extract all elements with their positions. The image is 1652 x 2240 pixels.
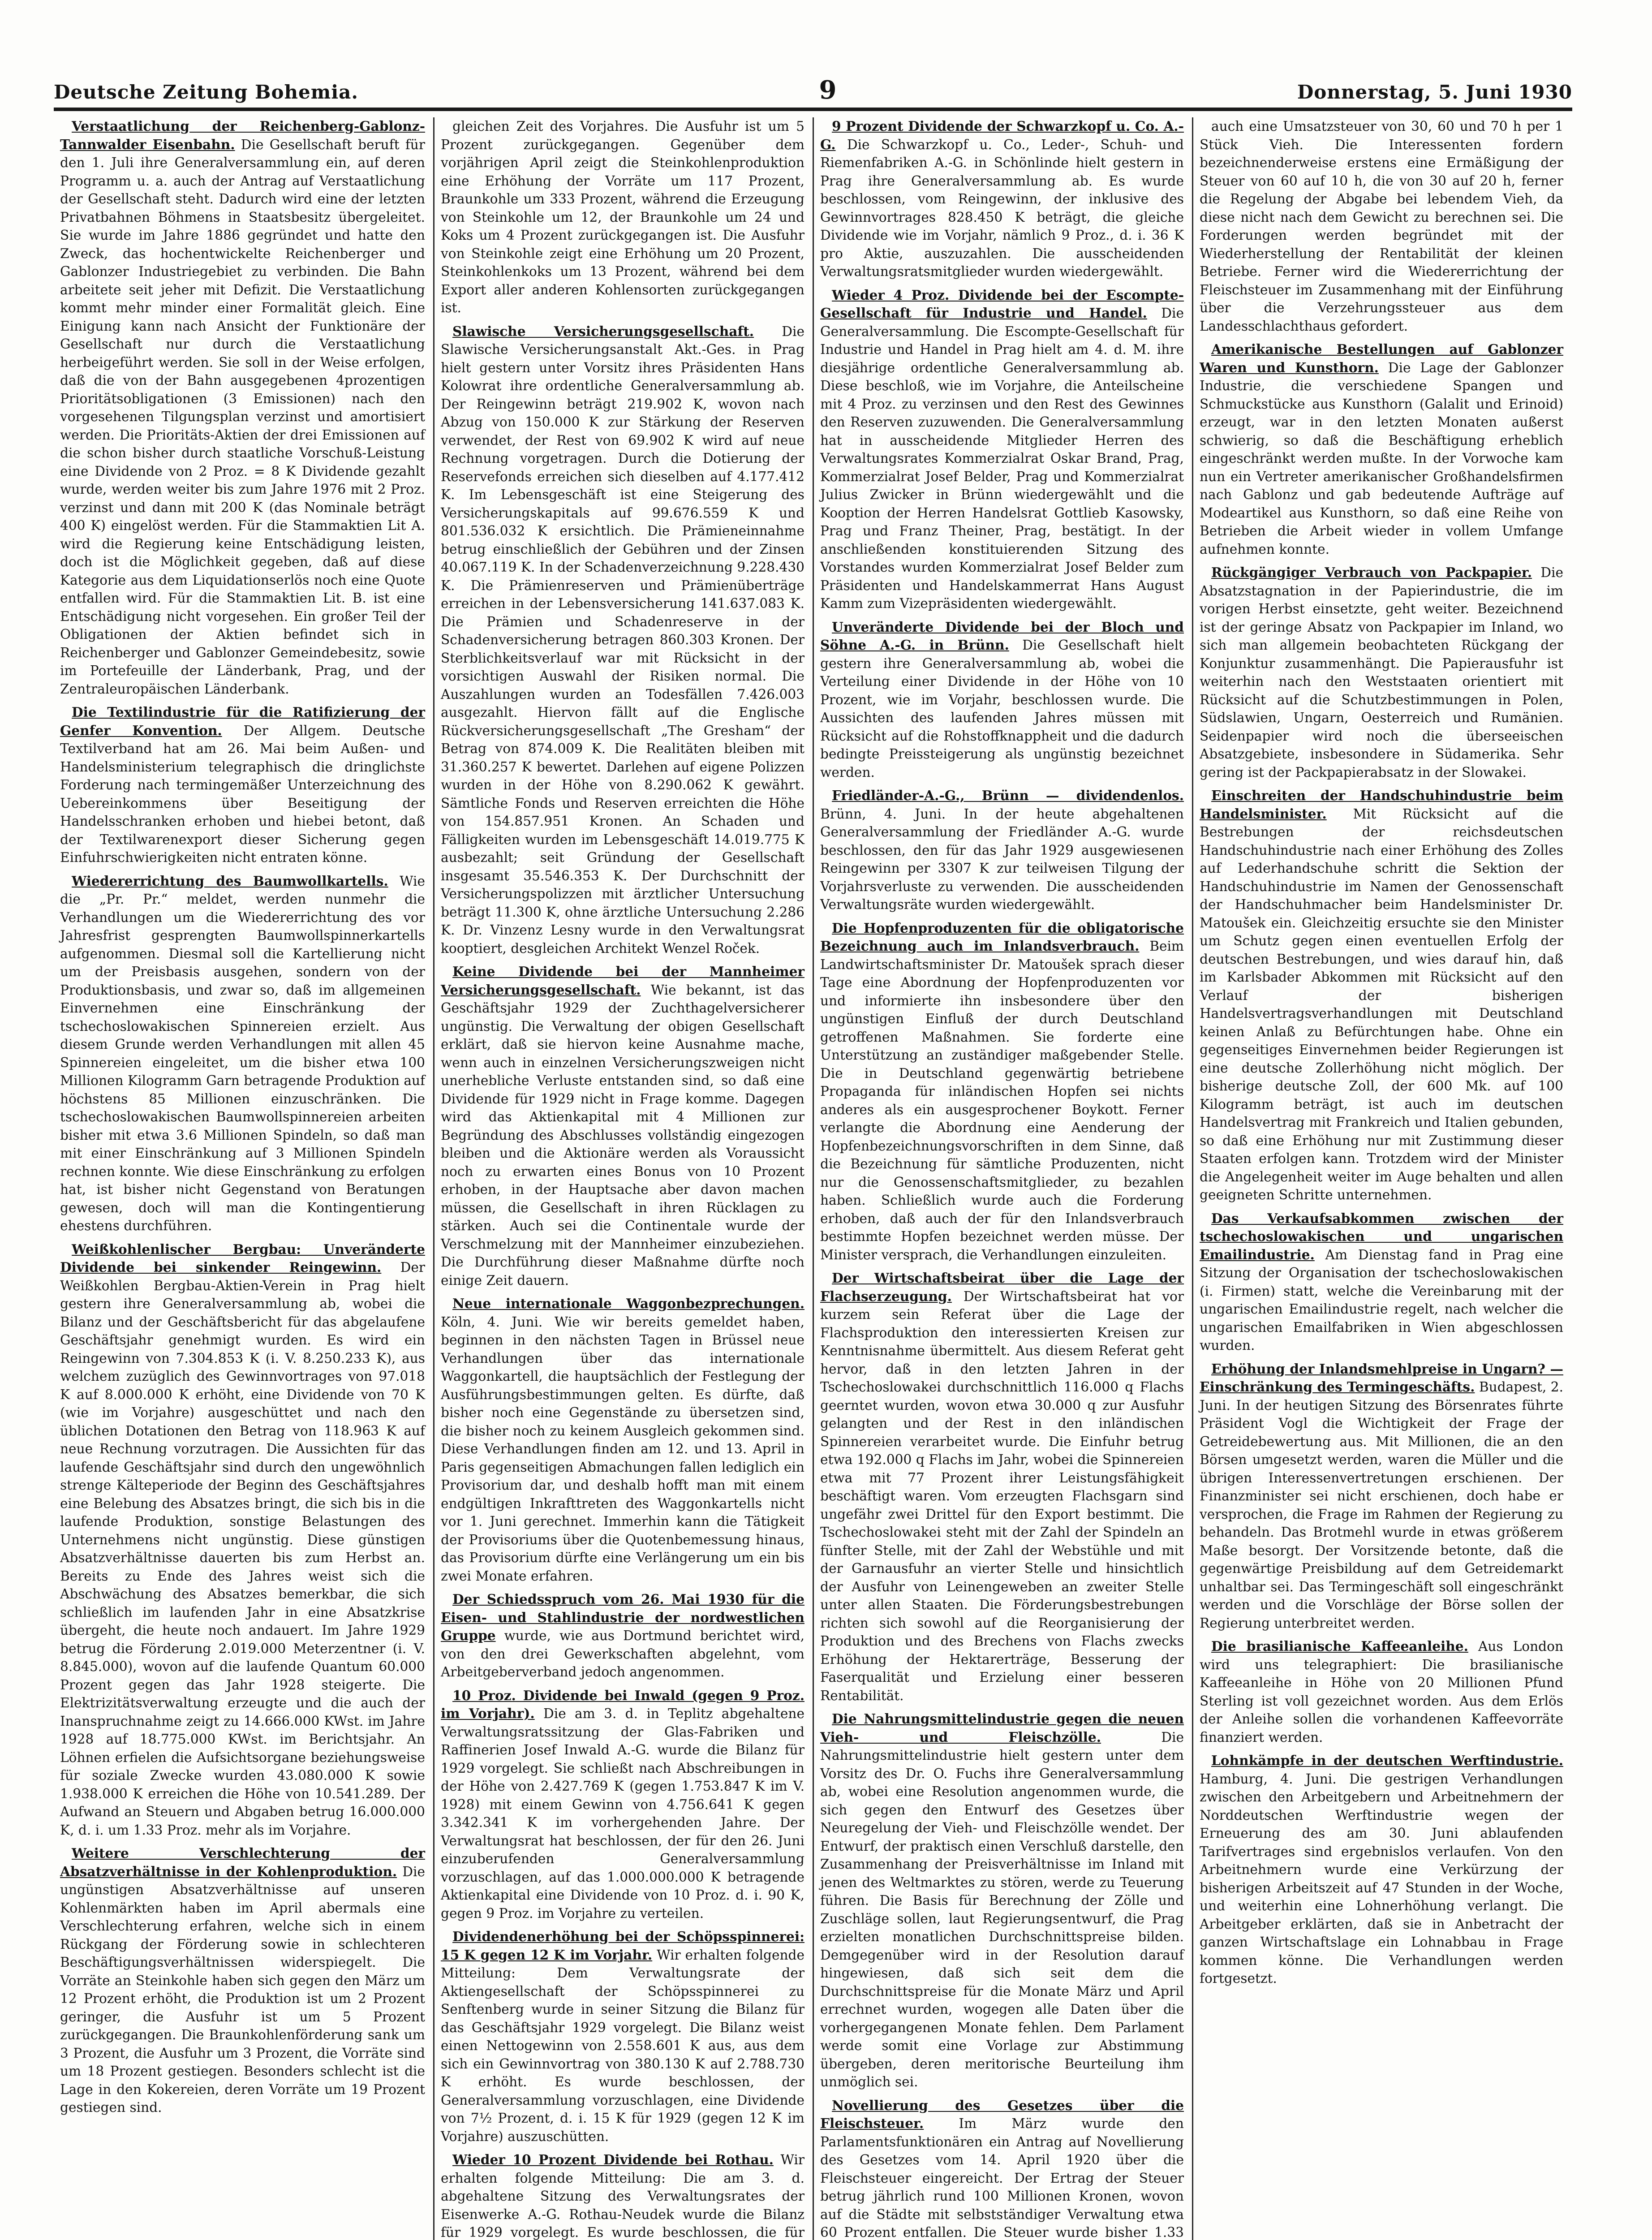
article-body: Die ungünstigen Absatzverhältnisse auf unseren Kohlenmärkten haben im April abermals eine Verschlechterung erfahren, welche sich in einem Rückgang der Förderung sowie in schlechteren Beschäftigungsverhältnissen widerspiegelt. Die Vorräte an Steinkohle haben sich gegen den März um 12 Prozent erhöht, die Produktion ist um 2 Prozent geringer, die Ausfuhr ist um 5 Prozent zurückgegangen. Die Braunkohlenförderung sank um 3 Prozent, die Ausfuhr um 3 Prozent, die Vorräte sind um 18 Prozent gestiegen. Besonders schlecht ist die Lage in den Kokereien, deren Vorräte um 19 Prozent gestiegen sind. — [60, 1864, 425, 2115]
article-text — [441, 323, 804, 958]
article-text — [441, 1295, 804, 1585]
article-headline: Erhöhung der Inlandsmehlpreise in Ungarn? — Einschränkung des Termingeschäfts. — [1200, 1361, 1563, 1395]
article-headline: Rückgängiger Verbrauch von Packpapier. — [1211, 564, 1532, 580]
article — [441, 117, 804, 317]
article-text — [1200, 564, 1563, 781]
article — [441, 1687, 804, 1923]
article-text — [60, 703, 425, 867]
article-headline: Der Wirtschaftsbeirat über die Lage der Flachserzeugung. — [820, 1270, 1184, 1304]
article — [1200, 340, 1563, 558]
article — [441, 1928, 804, 2145]
article-text — [1200, 787, 1563, 1204]
article-body: Der Allgem. Deutsche Textilverband hat am 26. Mai beim Außen- und Handelsministerium telegraphisch die dringlichste Forderung nach termingemäßer Unterzeichnung des Uebereinkommens über Beseitigung der Handelsschranken erhoben und hiebei betont, daß der Textilwarenexport dieser Sicherung gegen Einfuhrschwierigkeiten nicht entraten könne. — [60, 723, 425, 865]
article-headline: Die Nahrungsmittelindustrie gegen die neuen Vieh- und Fleischzölle. — [820, 1711, 1184, 1745]
article-headline: Friedländer-A.-G., Brünn — dividendenlos. — [832, 788, 1184, 803]
article-headline: Keine Dividende bei der Mannheimer Versicherungsgesellschaft. — [441, 964, 804, 998]
article-headline: Das Verkaufsabkommen zwischen der tschechoslowakischen und ungarischen Emailindustrie. — [1200, 1210, 1563, 1262]
article — [820, 2097, 1184, 2240]
article-body: Beim Landwirtschaftsminister Dr. Matoušek sprach dieser Tage eine Abordnung der Hopfenproduzenten vor und informierte ihn insbesondere über den ungünstigen Einfluß der durch Deutschland getroffenen Maßnahmen. Sie forderte eine Unterstützung an zuständiger maßgebender Stelle. Die in Deutschland gegenwärtig betriebene Propaganda für inländischen Hopfen sei nichts anderes als ein ausgesprochener Boykott. Ferner verlangte die Abordnung eine Aenderung der Hopfenbezeichnungsvorschriften in dem Sinne, daß die Bezeichnung für sämtliche Produzenten, nicht nur die Genossenschaftsmitglieder, zu bezahlen haben. Schließlich wurde auch die Forderung erhoben, daß auch der für den Inlandsverbrauch bestimmte Hopfen bezeichnet werden müsse. Der Minister versprach, die Verhandlungen einzuleiten. — [820, 939, 1184, 1262]
article-headline: Die Hopfenproduzenten für die obligatorische Bezeichnung auch im Inlandsverbrauch. — [820, 920, 1184, 954]
article-body: Wie die „Pr. Pr.“ meldet, werden nunmehr die Verhandlungen um die Wiedererrichtung des vor Jahresfrist gesprengten Baumwollspinnerkartells aufgenommen. Diesmal soll die Kartellierung nicht um der Preisbasis ausgehen, sondern von der Produktionsbasis, und zwar so, daß im allgemeinen Einvernehmen eine Einschränkung der tschechoslowakischen Spinnereien erzielt. Aus diesem Grunde werden Verhandlungen mit allen 45 Spinnereien eingeleitet, um die bisher etwa 100 Millionen Kilogramm Garn betragende Produktion auf höchstens 85 Millionen einzuschränken. Die tschechoslowakischen Baumwollspinnereien arbeiten bisher mit etwa 3.6 Millionen Spindeln, so daß man mit einer Einschränkung auf 3 Millionen Spindeln rechnen konnte. Wie diese Einschränkung zu erfolgen hat, ist bisher nicht Gegenstand von Beratungen gewesen, doch will man die Kontingentierung ehestens durchführen. — [60, 873, 425, 1233]
article-body: Hamburg, 4. Juni. Die gestrigen Verhandlungen zwischen den Arbeitgebern und Arbeitnehmern der Norddeutschen Werftindustrie wegen der Erneuerung des am 30. Juni ablaufenden Tarifvertrages sind ergebnislos verlaufen. Von den Arbeitnehmern wurde eine Verkürzung der bisherigen Arbeitszeit auf 47 Stunden in der Woche, und weiterhin eine Lohnerhöhung verlangt. Die Arbeitgeber erklärten, daß sie in Anbetracht der ganzen Wirtschaftslage ein Lohnabbau in Frage kommen könne. Die Verhandlungen werden fortgesetzt. — [1200, 1771, 1563, 1986]
article — [60, 872, 425, 1235]
article — [1200, 1752, 1563, 1988]
article-headline: Unveränderte Dividende bei der Bloch und Söhne A.-G. in Brünn. — [820, 619, 1184, 653]
article-body: Die Lage der Gablonzer Industrie, die verschiedene Spangen und Schmuckstücke aus Kunsthorn (Galalit und Erinoid) erzeugt, war in den letzten Monaten außerst schwierig, so daß die Beschäftigung erheblich eingeschränkt werden mußte. In der Vorwoche kam nun ein Vertreter amerikanischer Großhandelsfirmen nach Gablonz und gab bedeutende Aufträge auf Modeartikel aus Kunsthorn, so daß eine Reihe von Betrieben die Arbeit wieder in vollem Umfange aufnehmen konnte. — [1200, 360, 1563, 557]
article — [820, 1710, 1184, 2091]
article-body: Die Absatzstagnation in der Papierindustrie, die im vorigen Herbst einsetzte, geht weiter. Bezeichnend ist der geringe Absatz von Packpapier im Inland, wo sich man allgemein beobachteten Rückgang der Konjunktur zusammenhängt. Die Papierausfuhr ist weiterhin nach den Weststaaten orientiert mit Rücksicht auf die Schutzbestimmungen in Polen, Südslawien, Ungarn, Oesterreich und Rumänien. Seidenpapier wird noch die überseeischen Absatzgebiete, insbesondere in Südamerika. Sehr gering ist der Packpapierabsatz in der Slowakei. — [1200, 565, 1563, 780]
article-body: Köln, 4. Juni. Wie wir bereits gemeldet haben, beginnen in den nächsten Tagen in Brüssel neue Verhandlungen über das internationale Waggonkartell, die hauptsächlich der Festlegung der Ausführungsbestimmungen gelten. Es dürfte, daß bisher noch eine Gegenstände zu übersetzen sind, die bisher noch zu keinem Ausgleich gekommen sind. Diese Verhandlungen finden am 12. und 13. April in Paris gegenseitigen Abmachungen fallen lediglich ein Provisorium dar, und deshalb hofft man mit einem endgültigen Inkrafttreten des Waggonkartells nicht vor 1. Juni gerechnet. Immerhin kann die Tätigkeit der Provisoriums über die Quotenbemessung hinaus, das Provisorium dürfte eine Verlängerung um ein bis zwei Monate erfahren. — [441, 1314, 804, 1584]
article — [441, 1590, 804, 1681]
article — [1200, 1637, 1563, 1746]
article-text — [60, 117, 425, 698]
article — [60, 1241, 425, 1839]
article-headline: Die brasilianische Kaffeeanleihe. — [1211, 1638, 1468, 1654]
article-headline: Der Schiedsspruch vom 26. Mai 1930 für die Eisen- und Stahlindustrie der nordwestlichen Gruppe — [441, 1591, 804, 1643]
article — [820, 286, 1184, 613]
issue-date: Donnerstag, 5. Juni 1930 — [1297, 81, 1572, 103]
article-text — [441, 1687, 804, 1923]
article-headline: Einschreiten der Handschuhindustrie beim Handelsminister. — [1200, 788, 1563, 822]
article-body: Wir erhalten folgende Mitteilung: Dem Verwaltungsrate der Aktiengesellschaft der Schöpsspinnerei zu Senftenberg wurde in seiner Sitzung die Bilanz für das Geschäftsjahr 1929 vorgelegt. Die Bilanz weist einen Nettogewinn von 2.558.601 K aus, aus dem sich ein Gewinnvortrag von 380.130 K auf 2.788.730 K erhöht. Es wurde beschlossen, der Generalversammlung vorzuschlagen, eine Dividende von 7½ Prozent, d. i. 15 K für 1929 (gegen 12 K im Vorjahre) auszuschütten. — [441, 1947, 804, 2144]
article-body: Die am 3. d. in Teplitz abgehaltene Verwaltungsratssitzung der Glas-Fabriken und Raffinerien Josef Inwald A.-G. wurde die Bilanz für 1929 vorgelegt. Sie schließt nach Abschreibungen in der Höhe von 2.427.769 K (gegen 1.753.847 K im V. 1928) mit einem Gewinn von 4.756.641 K gegen 3.342.341 K im vorhergehenden Jahre. Der Verwaltungsrat hat beschlossen, der für den 26. Juni einzuberufenden Generalversammlung vorzuschlagen, auf das 1.000.000.000 K betragende Aktienkapital eine Dividende von 10 Proz. d. i. 90 K, gegen 9 Proz. im Vorjahre zu verteilen. — [441, 1706, 804, 1921]
text-columns — [54, 117, 1572, 2240]
article-headline: Weitere Verschlechterung der Absatzverhältnisse in der Kohlenproduktion. — [60, 1845, 425, 1879]
article — [441, 1295, 804, 1585]
article — [820, 919, 1184, 1264]
article-body: Im März wurde den Parlamentsfunktionären ein Antrag auf Novellierung des Gesetzes vom 14. April 1920 über die Fleischsteuer eingereicht. Der Ertrag der Steuer betrug jährlich rund 100 Millionen Kronen, wovon auf die Städte mit selbstständiger Verwaltung etwa 60 Prozent entfallen. Die Steuer wurde bisher 1.33 — [820, 2116, 1184, 2240]
article — [820, 1269, 1184, 1705]
article-body: Brünn, 4. Juni. In der heute abgehaltenen Generalversammlung der Friedländer A.-G. wurde beschlossen, den für das Jahr 1929 ausgewiesenen Reingewinn per 3307 K zur teilweisen Tilgung der Vorjahrsverluste zu verwenden. Die ausscheidenden Verwaltungsräte wurden wiedergewählt. — [820, 806, 1184, 912]
article — [1200, 1210, 1563, 1355]
article-body: Mit Rücksicht auf die Bestrebungen der reichsdeutschen Handschuhindustrie nach einer Erhöhung des Zolles auf Lederhandschuhe schritt die Sektion der Handschuhindustrie im Namen der Genossenschaft der Handschuhmacher beim Handelsminister Dr. Matoušek ein. Gleichzeitig ersuchte sie den Minister um Schutz gegen einen eventuellen Erfolg der deutschen Bestrebungen, und wies darauf hin, daß im Karlsbader Abkommen mit Rücksicht auf den Verlauf der bisherigen Handelsvertragsverhandlungen mit Deutschland keinen Anlaß zu Befürchtungen habe. Ohne ein gegenseitiges Einvernehmen beider Regierungen ist eine deutsche Zollerhöhung nicht möglich. Der bisherige deutsche Zoll, der 600 Mk. auf 100 Kilogramm beträgt, ist auch im deutschen Handelsvertrag mit Frankreich und Italien gebunden, so daß eine Erhöhung nur mit Zustimmung dieser Staaten erfolgen kann. Trotzdem wird der Minister die Angelegenheit weiter im Auge behalten und allen geeigneten Schritte unternehmen. — [1200, 806, 1563, 1202]
article — [441, 323, 804, 958]
article-headline: Verstaatlichung der Reichenberg-Gablonz-Tannwalder Eisenbahn. — [60, 118, 425, 152]
masthead — [54, 67, 1572, 111]
article-text — [60, 872, 425, 1235]
article-text — [441, 963, 804, 1289]
article-body: Die Generalversammlung. Die Escompte-Gesellschaft für Industrie und Handel in Prag hielt am 4. d. M. ihre diesjährige ordentliche Generalversammlung ab. Diese beschloß, wie im Vorjahre, die Anteilscheine mit 4 Proz. zu verzinsen und den Rest des Gewinnes den Reserven zuzuwenden. Die Generalversammlung hat in ausscheidende Mitglieder Herren des Verwaltungsrates Kommerzialrat Oskar Brand, Prag, Kommerzialrat Josef Belder, Prag und Kommerzialrat Julius Zwicker in Brünn wiedergewählt und die Kooption der Herren Handelsrat Gottlieb Kasowsky, Prag und Franz Theiner, Prag, bestätigt. In der anschließenden konstituierenden Sitzung des Vorstandes wurden Kommerzialrat Josef Belder zum Präsidenten und Handelskammerrat Hans August Kamm zum Vizepräsidenten wiedergewählt. — [820, 306, 1184, 611]
page-number: 9 — [819, 75, 837, 105]
article-text — [60, 1241, 425, 1839]
article-body: Wir erhalten folgende Mitteilung: Die am 3. d. abgehaltene Sitzung des Verwaltungsrates der Eisenwerke A.-G. Rothau-Neudek wurde die Bilanz für 1929 vorgelegt. Es wurde beschlossen, die für — [441, 2152, 804, 2240]
article-body: Die Slawische Versicherungsanstalt Akt.-Ges. in Prag hielt gestern unter Vorsitz ihres Präsidenten Hans Kolowrat ihre ordentliche Generalversammlung ab. Der Reingewinn beträgt 219.902 K, wovon nach Abzug von 150.000 K zur Stärkung der Reserven verwendet, der Rest von 69.902 K wird auf neue Rechnung vorgetragen. Durch die Dotierung der Reservefonds erreichen sich dieselben auf 4.177.412 K. Im Lebensgeschäft ist eine Steigerung des Versicherungskapitals auf 99.676.559 K und 801.536.032 K ersichtlich. Die Prämieneinnahme betrug einschließlich der Gebühren und der Zinsen 40.067.119 K. In der Schadenverzeichnung 9.228.430 K. Die Prämienreserven und Prämienüberträge erreichen in der Lebensversicherung 141.637.083 K. Die Prämien und Schadenreserve in der Schadenversicherung betragen 860.303 Kronen. Der Sterblichkeitsverlauf war mit Rücksicht in der vorsichtigen Auswahl der Risiken normal. Die Auszahlungen wurden an Todesfällen 7.426.003 ausgezahlt. Hiervon fällt auf die Englische Rückversicherungsgesellschaft „The Gresham“ der Betrag von 874.009 K. Die Realitäten bleiben mit 31.360.257 K bewertet. Darlehen auf eigene Polizzen wurden in der Höhe von 8.290.062 K gewährt. Sämtliche Fonds und Reserven erreichten die Höhe von 154.857.951 Kronen. An Schaden und Fälligkeiten wurden im Lebensgeschäft 14.019.775 K ausbezahlt; seit Gründung der Gesellschaft insgesamt 35.546.353 K. Der Durchschnitt der Versicherungspolizzen mit ärztlicher Untersuchung beträgt 11.300 K, ohne ärztliche Untersuchung 2.286 K. Dr. Vinzenz Lesny wurde in den Verwaltungsrat kooptiert, desgleichen Architekt Wenzel Roček. — [441, 323, 804, 956]
article-body: Die Schwarzkopf u. Co., Leder-, Schuh- und Riemenfabriken A.-G. in Schönlinde hielt gestern in Prag ihre Generalversammlung ab. Es wurde beschlossen, vom Reingewinn, der inklusive des Gewinnvortrages 828.450 K beträgt, die gleiche Dividende wie im Vorjahr, nämlich 9 Proz., d. i. 36 K pro Aktie, auszuzahlen. Die ausscheidenden Verwaltungsratsmitglieder wurden wiedergewählt. — [820, 137, 1184, 279]
article-body: Aus London wird uns telegraphiert: Die brasilianische Kaffeeanleihe in Höhe von 20 Millionen Pfund Sterling ist voll gezeichnet worden. Aus dem Erlös der Anleihe sollen die vorhandenen Kaffeevorräte finanziert werden. — [1200, 1639, 1563, 1745]
column-2 — [433, 117, 813, 2240]
column-4 — [1192, 117, 1571, 2240]
article-body: gleichen Zeit des Vorjahres. Die Ausfuhr ist um 5 Prozent zurückgegangen. Gegenüber dem vorjährigen April zeigt die Steinkohlenproduktion eine Erhöhung der Vorräte um 117 Prozent, Braunkohle um 333 Prozent, während die Erzeugung von Steinkohle um 12, der Braunkohle um 24 und Koks um 4 Prozent zurückgegangen ist. Die Ausfuhr von Steinkohle zeigt eine Erhöhung um 20 Prozent, Steinkohlenkoks um 13 Prozent, während bei dem Export aller anderen Kohlensorten zurückgegangen ist. — [441, 119, 804, 315]
article-text — [1200, 340, 1563, 558]
article-text — [820, 117, 1184, 281]
article-text — [1200, 1752, 1563, 1988]
article-body: Die Gesellschaft beruft für den 1. Juli ihre Generalversammlung ein, auf deren Programm u. a. auch der Antrag auf Verstaatlichung der Gesellschaft steht. Dadurch wird eine der letzten Privatbahnen Böhmens in Staatsbesitz übergeleitet. Sie wurde im Jahre 1886 gegründet und hatte den Zweck, das hochentwickelte Reichenberger und Gablonzer Industriegebiet zu verbinden. Die Bahn arbeitete seit jeher mit Defizit. Die Verstaatlichung kommt mehr minder einer Formalität gleich. Eine Einigung kann nach Ansicht der Funktionäre der Gesellschaft nur durch die Verstaatlichung herbeigeführt werden. Sie soll in der Weise erfolgen, daß die von der Bahn ausgegebenen 4prozentigen Prioritätsobligationen (3 Emissionen) nach den vorgesehenen Tilgungsplan verzinst und amortisiert werden. Die Prioritäts-Aktien der drei Emissionen auf die schon bisher durch staatliche Vorschuß-Leistung eine Dividende von 2 Proz. = 8 K Dividende gezahlt wurde, werden weiter bis zum Jahre 1976 mit 2 Proz. verzinst und dann mit 200 K (das Nominale beträgt 400 K) eingelöst werden. Für die Stammaktien Lit A. wird die Regierung keine Entschädigung leisten, doch ist die Möglichkeit gegeben, daß auf diese Kategorie aus dem Liquidationserlös noch eine Quote entfallen wird. Für die Stammaktien Lit. B. ist eine Entschädigung nicht vorgesehen. Ein großer Teil der Obligationen der Aktien befindet sich in Reichenberger und Gablonzer Gemeindebesitz, sowie im Portefeuille der Länderbank, Prag, und der Zentraleuropäischen Länderbank. — [60, 137, 425, 697]
article — [820, 117, 1184, 281]
article-text — [820, 286, 1184, 613]
article-text — [820, 1269, 1184, 1705]
article-headline: Lohnkämpfe in der deutschen Werftindustrie. — [1211, 1753, 1563, 1768]
article-body: Die Nahrungsmittelindustrie hielt gestern unter dem Vorsitz des Dr. O. Fuchs ihre Generalversammlung ab, wobei eine Resolution angenommen wurde, die sich gegen den Entwurf des Gesetzes über Neuregelung der Vieh- und Fleischzölle wendet. Der Entwurf, der praktisch einen Verschluß darstelle, den Zusammenhang der Preisverhältnisse im Inland mit jenen des Weltmarktes zu stören, werde zu Teuerung führen. Die Basis für Berechnung der Zölle und Zuschläge sollen, laut Regierungsentwurf, die Prag erzielten monatlichen Durchschnittspreise bilden. Demgegenüber wird in der Resolution darauf hingewiesen, daß sich seit dem die Durchschnittspreise für die Monate März und April errechnet wurden, wogegen alle Daten über die vorhergegangenen Monate fehlen. Dem Parlament werde somit eine Vorlage zur Abstimmung übergeben, deren meritorische Beurteilung ihm unmöglich sei. — [820, 1729, 1184, 2089]
article-headline: Novellierung des Gesetzes über die Fleischsteuer. — [820, 2097, 1184, 2131]
article — [441, 963, 804, 1289]
article-headline: Amerikanische Bestellungen auf Gablonzer Waren und Kunsthorn. — [1200, 341, 1563, 375]
article-headline: Wieder 10 Prozent Dividende bei Rothau. — [452, 2152, 774, 2167]
article-body: wurde, wie aus Dortmund berichtet wird, von den drei Gewerkschaften abgelehnt, vom Arbeitgeberverband jedoch angenommen. — [441, 1628, 804, 1680]
article-text — [60, 1844, 425, 2117]
article-text — [441, 117, 804, 317]
article-headline: Weißkohlenlischer Bergbau: Unveränderte Dividende bei sinkender Reingewinn. — [60, 1241, 425, 1275]
column-3 — [813, 117, 1192, 2240]
article-text — [820, 2097, 1184, 2240]
article-text — [1200, 117, 1563, 335]
article — [1200, 564, 1563, 781]
article-headline: Die Textilindustrie für die Ratifizierung der Genfer Konvention. — [60, 704, 425, 738]
article-text — [820, 787, 1184, 914]
column-1 — [54, 117, 433, 2240]
article-headline: Wiedererrichtung des Baumwollkartells. — [72, 873, 388, 889]
article — [60, 1844, 425, 2117]
article-text — [1200, 1637, 1563, 1746]
article-text — [441, 1928, 804, 2145]
article-text — [1200, 1210, 1563, 1355]
article — [1200, 787, 1563, 1204]
article — [60, 117, 425, 698]
article — [1200, 1360, 1563, 1633]
article-text — [441, 2151, 804, 2240]
article-body: Der Weißkohlen Bergbau-Aktien-Verein in Prag hielt gestern ihre Generalversammlung ab, wobei die Bilanz und der Geschäftsbericht für das abgelaufene Geschäftsjahr genehmigt wurden. Es wird ein Reingewinn von 7.304.853 K (i. V. 8.250.233 K), aus welchem zuzüglich des Gewinnvortrages von 97.018 K auf 8.000.000 K erhöht, eine Dividende von 70 K (wie im Vorjahre) ausgeschüttet und nach den üblichen Dotationen den Betrag von 118.963 K auf neue Rechnung vorzutragen. Die Aussichten für das laufende Geschäftsjahr sind durch den ungewöhnlich strenge Kälteperiode der Beginn des Geschäftsjahres eine Belebung des Absatzes bringt, die sich bis in die laufende Produktion, sonstige Belastungen des Unternehmens nicht ungünstig. Diese günstigen Absatzverhältnisse dauerten bis zum Herbst an. Bereits zu Ende des Jahres weist sich die Abschwächung des Absatzes bemerkbar, die sich schließlich im laufenden Jahr in eine Absatzkrise übergeht, die heute noch andauert. Im Jahre 1929 betrug die Förderung 2.019.000 Meterzentner (i. V. 8.845.000), wovon auf die laufende Quantum 60.000 Prozent gegen das Jahr 1928 steigerte. Die Elektrizitätsverwaltung erzeugte und die auch der Inanspruchnahme zeigt zu 14.666.000 KWst. im Jahre 1928 auf 18.775.000 KWst. im Berichtsjahr. An Löhnen erfielen die Aufsichtsorgane beziehungsweise für soziale Zwecke wurden 43.080.000 K sowie 1.938.000 K erreichen die Höhe von 10.541.289. Der Aufwand an Steuern und Abgaben betrug 16.000.000 K, d. i. um 1.33 Proz. mehr als im Vorjahre. — [60, 1260, 425, 1838]
article-body: Die Gesellschaft hielt gestern ihre Generalversammlung ab, wobei die Verteilung einer Dividende in der Höhe von 10 Prozent, wie im Vorjahr, beschlossen wurde. Die Aussichten des laufenden Jahres müssen mit Rücksicht auf die Rohstoffknappheit und die dadurch bedingte Preissteigerung als ungünstig bezeichnet werden. — [820, 638, 1184, 780]
article-text — [820, 618, 1184, 782]
article — [820, 787, 1184, 914]
article-body: auch eine Umsatzsteuer von 30, 60 und 70 h per 1 Stück Vieh. Die Interessenten fordern bezeichnenderweise erstens eine Ermäßigung der Steuer von 60 auf 10 h, die von 30 auf 20 h, ferner die Regelung der Abgabe bei lebendem Vieh, da diese nicht nach dem Gewicht zu berechnen sei. Die Forderungen werden begründet mit der Wiederherstellung der Rentabilität der kleinen Betriebe. Ferner wird die Wiedererrichtung der Fleischsteuer im Zusammenhang mit der Einführung über die Verzehrungssteuer aus dem Landesschlachthaus gefordert. — [1200, 119, 1563, 334]
article — [1200, 117, 1563, 335]
article — [60, 703, 425, 867]
article — [441, 2151, 804, 2240]
article-headline: Neue internationale Waggonbezprechungen. — [452, 1296, 804, 1311]
article-text — [820, 919, 1184, 1264]
article-body: Am Dienstag fand in Prag eine Sitzung der Organisation der tschechoslowakischen (i. Firmen) statt, welche die Vereinbarung mit der ungarischen Emailindustrie regelt, nach welcher die ungarischen Emailfabriken in Wien abgeschlossen wurden. — [1200, 1247, 1563, 1353]
article-headline: 9 Prozent Dividende der Schwarzkopf u. Co. A.-G. — [820, 118, 1184, 152]
article-headline: 10 Proz. Dividende bei Inwald (gegen 9 Proz. im Vorjahr). — [441, 1687, 804, 1721]
article-headline: Slawische Versicherungsgesellschaft. — [452, 323, 754, 339]
article-body: Der Wirtschaftsbeirat hat vor kurzem sein Referat über die Lage der Flachsproduktion den interessierten Kreisen zur Kenntnisnahme übermittelt. Aus diesem Referat geht hervor, daß in den letzten Jahren in der Tschechoslowakei durchschnittlich 116.000 q Flachs geerntet wurden, wovon etwa 30.000 q zur Ausfuhr gelangten und der Rest in den inländischen Spinnereien verarbeitet wurde. Die Einfuhr betrug etwa 192.000 q Flachs im Jahr, wobei die Spinnereien etwa mit 77 Prozent ihrer Leistungsfähigkeit beschäftigt waren. Vom erzeugten Flachsgarn sind ungefähr zwei Drittel für den Export bestimmt. Die Tschechoslowakei steht mit der Zahl der Spindeln an fünfter Stelle, mit der Zahl der Webstühle und mit der Garnausfuhr an vierter Stelle und hinsichtlich der Ausfuhr von Leinengeweben an zweiter Stelle unter allen Staaten. Die Förderungsbestrebungen richten sich sowohl auf die Reorganisierung der Produktion und des Brechens von Flachs zwecks Erhöhung der Hektarerträge, Besserung der Faserqualität und Erzielung einer besseren Rentabilität. — [820, 1288, 1184, 1703]
article-body: Budapest, 2. Juni. In der heutigen Sitzung des Börsenrates führte Präsident Vogl die Wichtigkeit der Frage der Getreidebewertung aus. Mit Millionen, die an den Börsen umgesetzt werden, waren die Müller und die übrigen Interessenvertretungen erschienen. Der Finanzminister sei nicht erschienen, doch habe er versprochen, die Frage im Rahmen der Regierung zu behandeln. Das Brotmehl wurde in etwas größerem Maße besorgt. Der Vorsitzende betonte, daß die gegenwärtige Preisbildung auf dem Getreidemarkt unhaltbar sei. Das Termingeschäft soll eingeschränkt werden und die Vorschläge der Börse sollen der Regierung unterbreitet werden. — [1200, 1379, 1563, 1631]
article-headline: Dividendenerhöhung bei der Schöpsspinnerei: 15 K gegen 12 K im Vorjahr. — [441, 1929, 804, 1963]
article — [820, 618, 1184, 782]
article-text — [1200, 1360, 1563, 1633]
newspaper-title: Deutsche Zeitung Bohemia. — [54, 81, 358, 103]
article-headline: Wieder 4 Proz. Dividende bei der Escompte-Gesellschaft für Industrie und Handel. — [820, 287, 1184, 321]
article-text — [441, 1590, 804, 1681]
article-body: Wie bekannt, ist das Geschäftsjahr 1929 der Zuchthagelversicherer ungünstig. Die Verwaltung der obigen Gesellschaft erklärt, daß sie hiervon keine Ausnahme mache, wenn auch in einzelnen Versicherungszweigen nicht unerhebliche Verluste entstanden sind, so daß eine Dividende für 1929 nicht in Frage komme. Dagegen wird das Aktienkapital mit 4 Millionen zur Begründung des Abschlusses vollständig eingezogen bleiben und die Aktionäre werden als Voraussicht noch zu erwarten eines Bonus von 10 Prozent erhoben, in der Hauptsache aber davon machen müssen, die Gesellschaft in ihren Rücklagen zu stärken. Auch sei die Continentale wurde der Verschmelzung mit der Mannheimer einzubeziehen. Die Durchführung dieser Maßnahme dürfte noch einige Zeit dauern. — [441, 982, 804, 1288]
article-text — [820, 1710, 1184, 2091]
